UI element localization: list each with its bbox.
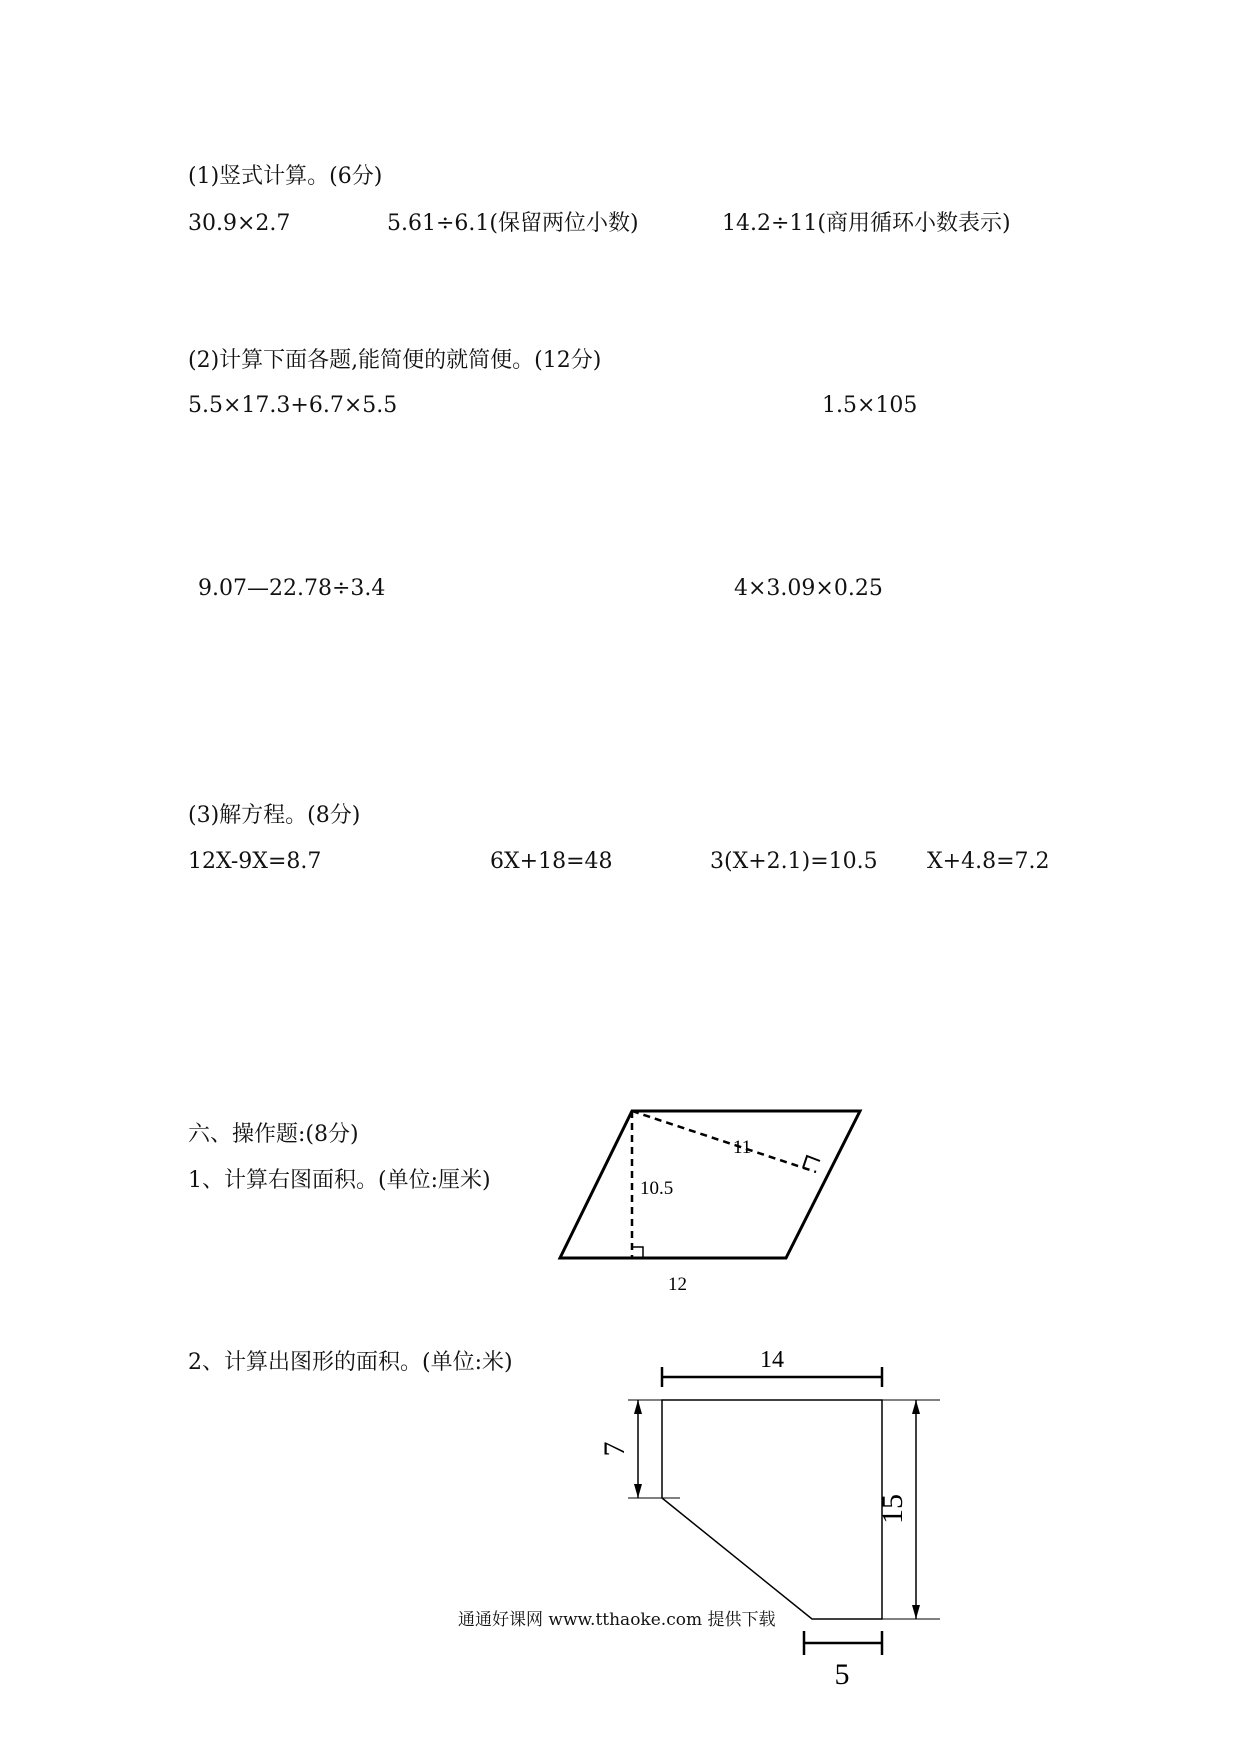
problem-2b: 1.5×105	[822, 393, 918, 418]
section-3-title: (3)解方程。(8分)	[188, 803, 361, 828]
problem-3a: 12X-9X=8.7	[188, 849, 322, 874]
slant-height-label: 11	[733, 1137, 752, 1158]
section-6-title: 六、操作题:(8分)	[188, 1122, 359, 1147]
composite-shape	[662, 1400, 882, 1619]
problem-2c: 9.07—22.78÷3.4	[198, 576, 386, 601]
problem-1a: 30.9×2.7	[188, 211, 291, 236]
slant-right-angle-mark	[803, 1156, 820, 1168]
section-1-title: (1)竖式计算。(6分)	[188, 164, 383, 189]
problem-3c: 3(X+2.1)=10.5	[710, 849, 878, 874]
footer-text: 通通好课网 www.tthaoke.com 提供下载	[458, 1610, 776, 1630]
problem-1b: 5.61÷6.1(保留两位小数)	[387, 211, 639, 236]
section-2-title: (2)计算下面各题,能简便的就简便。(12分)	[188, 348, 602, 373]
question-6-2: 2、计算出图形的面积。(单位:米)	[188, 1350, 513, 1375]
height-right-angle-mark	[632, 1247, 643, 1258]
base-label: 12	[668, 1274, 687, 1295]
problem-2a: 5.5×17.3+6.7×5.5	[188, 393, 398, 418]
parallelogram-shape	[560, 1111, 860, 1258]
problem-3b: 6X+18=48	[490, 849, 613, 874]
parallelogram-figure	[550, 1100, 870, 1300]
problem-3d: X+4.8=7.2	[927, 849, 1050, 874]
top-dimension-label: 14	[760, 1347, 784, 1373]
left-dimension-label: 7	[598, 1441, 631, 1457]
problem-1c: 14.2÷11(商用循环小数表示)	[722, 211, 1011, 236]
problem-2d: 4×3.09×0.25	[734, 576, 883, 601]
composite-shape-figure	[580, 1325, 970, 1735]
height-label: 10.5	[640, 1178, 674, 1199]
right-dimension-label: 15	[876, 1494, 909, 1524]
bottom-dimension-label: 5	[834, 1658, 850, 1691]
question-6-1: 1、计算右图面积。(单位:厘米)	[188, 1168, 491, 1193]
slant-height-dashed-line	[632, 1111, 816, 1172]
